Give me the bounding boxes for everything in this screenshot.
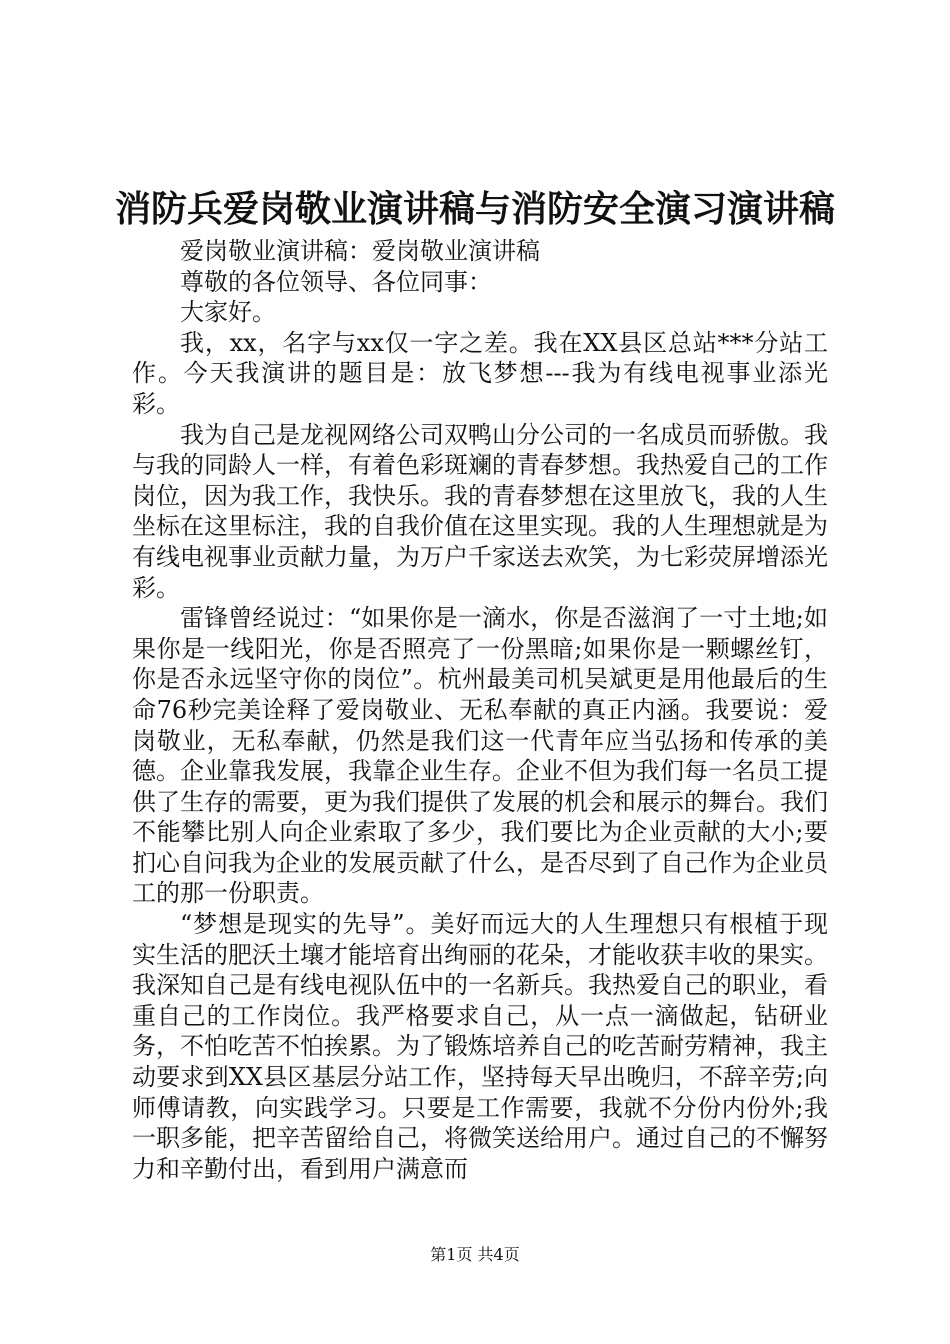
document-title: 消防兵爱岗敬业演讲稿与消防安全演习演讲稿 bbox=[114, 188, 835, 230]
paragraph: 雷锋曾经说过：“如果你是一滴水，你是否滋润了一寸土地;如果你是一线阳光，你是否照亮了一份黑暗;如果你是一颗螺丝钉，你是否永远坚守你的岗位”。杭州最美司机吴斌更是用他最后的生命76秒完美诠释了爱岗敬业、无私奉献的真正内涵。我要说：爱岗敬业，无私奉献，仍然是我们这一代青年应当弘扬和传承的美德。企业靠我发展，我靠企业生存。企业不但为我们每一名员工提供了生存的需要，更为我们提供了发展的机会和展示的舞台。我们不能攀比别人向企业索取了多少，我们要比为企业贡献的大小;要扪心自问我为企业的发展贡献了什么，是否尽到了自己作为企业员工的那一份职责。 bbox=[132, 604, 828, 908]
paragraph: “梦想是现实的先导”。美好而远大的人生理想只有根植于现实生活的肥沃土壤才能培育出绚丽的花朵，才能收获丰收的果实。我深知自己是有线电视队伍中的一名新兵。我热爱自己的职业，看重自己的工作岗位。我严格要求自己，从一点一滴做起，钻研业务，不怕吃苦不怕挨累。为了锻炼培养自己的吃苦耐劳精神，我主动要求到XX县区基层分站工作，坚持每天早出晚归，不辞辛劳;向师傅请教，向实践学习。只要是工作需要，我就不分份内份外;我一职多能，把辛苦留给自己，将微笑送给用户。通过自己的不懈努力和辛勤付出，看到用户满意而 bbox=[132, 910, 828, 1183]
paragraph: 我，xx，名字与xx仅一字之差。我在XX县区总站***分站工作。今天我演讲的题目是：放飞梦想---我为有线电视事业添光彩。 bbox=[132, 328, 828, 418]
paragraph: 大家好。 bbox=[180, 298, 276, 327]
paragraph: 我为自己是龙视网络公司双鸭山分公司的一名成员而骄傲。我与我的同龄人一样，有着色彩斑斓的青春梦想。我热爱自己的工作岗位，因为我工作，我快乐。我的青春梦想在这里放飞，我的人生坐标在这里标注，我的自我价值在这里实现。我的人生理想就是为有线电视事业贡献力量，为万户千家送去欢笑，为七彩荧屏增添光彩。 bbox=[132, 420, 828, 602]
paragraph: 尊敬的各位领导、各位同事： bbox=[180, 267, 492, 296]
paragraph: 爱岗敬业演讲稿：爱岗敬业演讲稿 bbox=[180, 237, 540, 265]
page-number-footer: 第1页 共4页 bbox=[430, 1245, 520, 1264]
document-body bbox=[132, 236, 828, 1184]
